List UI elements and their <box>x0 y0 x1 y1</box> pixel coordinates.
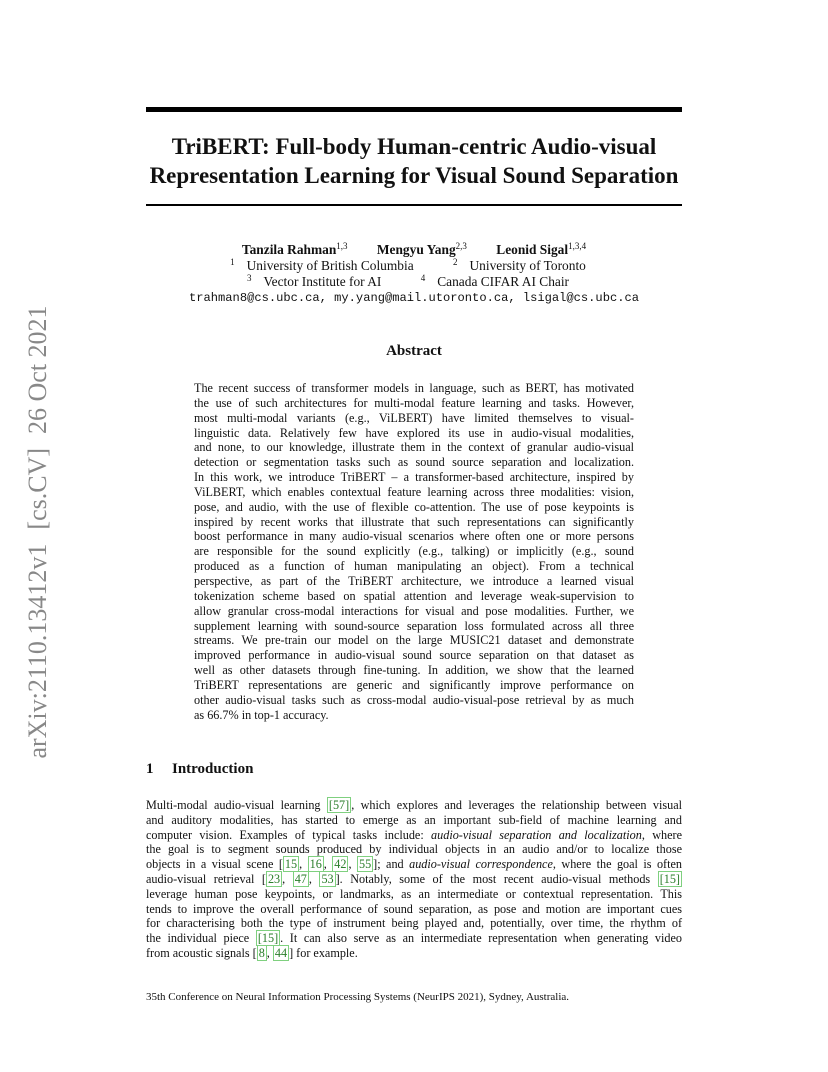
body-text: from acoustic signals [ <box>146 945 257 960</box>
body-text: objects in a visual scene [ <box>146 857 283 872</box>
intro-line <box>146 872 682 887</box>
intro-line <box>146 887 682 902</box>
abstract-line: The recent success of transformer models in language, such as BERT, has motivated <box>194 381 634 395</box>
body-text: , where <box>641 827 682 842</box>
arxiv-category: [cs.CV] <box>23 447 52 530</box>
body-text: , <box>308 871 320 886</box>
author-emails: trahman8@cs.ubc.ca, my.yang@mail.utoronto.ca, lsigal@cs.ubc.ca <box>189 291 639 305</box>
citation-link[interactable]: 47 <box>294 871 307 886</box>
body-text: leverage human pose keypoints, or landmarks, as an intermediate or contextual representation. This <box>146 886 682 901</box>
intro-line <box>146 946 682 961</box>
intro-line <box>146 813 682 828</box>
paper-title <box>110 132 718 190</box>
affiliation-3: $^3$ Vector Institute for AI <box>246 273 382 289</box>
body-text: ]. Notably, some of the most recent audio-visual methods <box>335 871 658 886</box>
body-text: , where the goal is often <box>552 857 683 872</box>
citation-link[interactable]: 8 <box>258 945 265 960</box>
body-text: ]; and <box>373 857 410 872</box>
citation-link[interactable]: [15] <box>659 871 680 886</box>
conference-footnote: 35th Conference on Neural Information Processing Systems (NeurIPS 2021), Sydney, Australia. <box>146 991 570 1003</box>
intro-line <box>146 798 682 813</box>
body-text: the individual piece <box>146 931 256 946</box>
abstract-line: TriBERT representations are generic and significantly improve performance on <box>194 677 634 692</box>
intro-line <box>146 902 682 917</box>
abstract-heading: Abstract <box>386 343 442 359</box>
body-text: , <box>266 945 273 960</box>
abstract-line: inspired by recent works that illustrate that such representations can significantly <box>194 514 634 529</box>
abstract-line: are responsible for the sound explicitly (e.g., talking) or implicitly (e.g., sound <box>194 544 634 559</box>
title-line-2: Representation Learning for Visual Sound Separation <box>149 163 679 188</box>
body-text: , <box>299 857 308 872</box>
body-text: . It can also serve as an intermediate representation when generating video <box>280 931 682 946</box>
body-text: Multi-modal audio-visual learning <box>146 798 327 812</box>
abstract-line: ViLBERT, which enables contextual feature learning across three modalities: vision, <box>194 484 634 499</box>
abstract-line: perspective, as part of the TriBERT architecture, we introduce a learned visual <box>194 573 634 588</box>
abstract-line: tokenization scheme based on spatial attention and leverage weak-supervision to <box>194 588 634 603</box>
abstract-line: In this work, we introduce TriBERT – a transformer-based architecture, inspired by <box>194 470 634 485</box>
abstract-line: produced as a function of human manipulating an object). From a technical <box>194 559 634 574</box>
abstract-line: streams. We pre-train our model on the large MUSIC21 dataset and demonstrate <box>194 633 634 648</box>
arxiv-stamp <box>23 291 53 758</box>
intro-line <box>146 842 682 857</box>
body-text: computer vision. Examples of typical tasks include: <box>146 827 432 842</box>
affiliations-row-2 <box>110 274 718 290</box>
section-heading-introduction <box>146 761 253 778</box>
citation-link[interactable]: [57] <box>328 798 350 812</box>
affiliations-row-1 <box>110 258 718 274</box>
arxiv-date: 26 Oct 2021 <box>23 305 52 434</box>
abstract-line: the use of such architectures for multi-modal feature learning and tasks. However, <box>194 395 634 410</box>
intro-line <box>146 931 682 946</box>
affiliation-4: $^4$ Canada CIFAR AI Chair <box>420 273 570 289</box>
affiliation-2: $^2$ University of Toronto <box>453 257 586 273</box>
body-text: , <box>282 871 293 886</box>
citation-link[interactable]: [15] <box>257 931 279 946</box>
body-text: audio-visual retrieval [ <box>146 871 266 886</box>
body-text: for characterising both the type of instrument being played and, potentially, over time, the rhythm of <box>146 916 682 931</box>
citation-link[interactable]: 15 <box>284 857 298 872</box>
author-2: Mengyu Yang$^{2,3}$ <box>376 241 467 257</box>
body-text: , <box>348 857 357 872</box>
section-title: Introduction <box>172 761 254 777</box>
abstract-body <box>194 381 634 722</box>
abstract-line: other audio-visual tasks such as cross-modal audio-visual-pose retrieval by as much <box>194 692 634 707</box>
citation-link[interactable]: 42 <box>334 857 347 872</box>
author-block <box>110 242 718 306</box>
citation-link[interactable]: 44 <box>274 945 288 960</box>
abstract-line: supplement learning with sound-source separation loss formulated across all three <box>194 618 634 633</box>
intro-line <box>146 916 682 931</box>
abstract-line: most multi-modal variants (e.g., ViLBERT) have limited themselves to visual- <box>194 410 634 425</box>
abstract-line: allow granular cross-modal interactions for visual and pose modalities. Further, we <box>194 603 634 618</box>
body-text: and auditory modalities, has started to emerge as an important sub-field of machine learning and <box>146 812 682 827</box>
abstract-line: and none, to our knowledge, illustrate them in the context of granular audio-visual <box>194 440 634 455</box>
title-bottom-rule <box>146 204 682 206</box>
author-names <box>110 242 718 258</box>
author-1: Tanzila Rahman$^{1,3}$ <box>241 241 348 257</box>
citation-link[interactable]: 53 <box>321 871 334 886</box>
body-text: , which explores and leverages the relationship between visual <box>351 798 682 812</box>
emphasis-text: audio-visual correspondence <box>409 857 553 872</box>
abstract-line: boost performance in many audio-visual scenarios where often one or more persons <box>194 529 634 544</box>
abstract-line: detection or segmentation tasks such as sound source separation and localization. <box>194 455 634 470</box>
arxiv-id: arXiv:2110.13412v1 <box>23 543 52 759</box>
introduction-body <box>146 798 682 961</box>
title-top-rule <box>146 107 682 112</box>
citation-link[interactable]: 23 <box>267 871 281 886</box>
section-number: 1 <box>146 761 154 777</box>
emphasis-text: audio-visual separation and localization <box>431 827 642 842</box>
abstract-line: well as other datasets through fine-tuning. In addition, we show that the learned <box>194 663 634 678</box>
author-3: Leonid Sigal$^{1,3,4}$ <box>496 241 587 257</box>
affiliation-1: $^1$ University of British Columbia <box>230 257 414 273</box>
body-text: the goal is to segment sounds produced by individual objects in an audio and/or to localize those <box>146 842 682 857</box>
abstract-line: as 66.7% in top-1 accuracy. <box>194 707 329 722</box>
abstract-line: improved performance in audio-visual sound source separation on that dataset as <box>194 648 634 663</box>
body-text: ] for example. <box>289 945 358 960</box>
abstract-line: pose, and audio, with the use of flexible co-attention. The use of pose keypoints is <box>194 499 634 514</box>
title-line-1: TriBERT: Full-body Human-centric Audio-visual <box>171 134 657 159</box>
body-text: tends to improve the overall performance of sound separation, as pose and motion are important cues <box>146 901 682 916</box>
body-text: , <box>323 857 333 872</box>
abstract-line: linguistic data. Relatively few have explored its use in audio-visual modalities, <box>194 425 634 440</box>
intro-line <box>146 828 682 843</box>
intro-line <box>146 857 682 872</box>
citation-link[interactable]: 55 <box>358 857 372 872</box>
citation-link[interactable]: 16 <box>309 857 322 872</box>
